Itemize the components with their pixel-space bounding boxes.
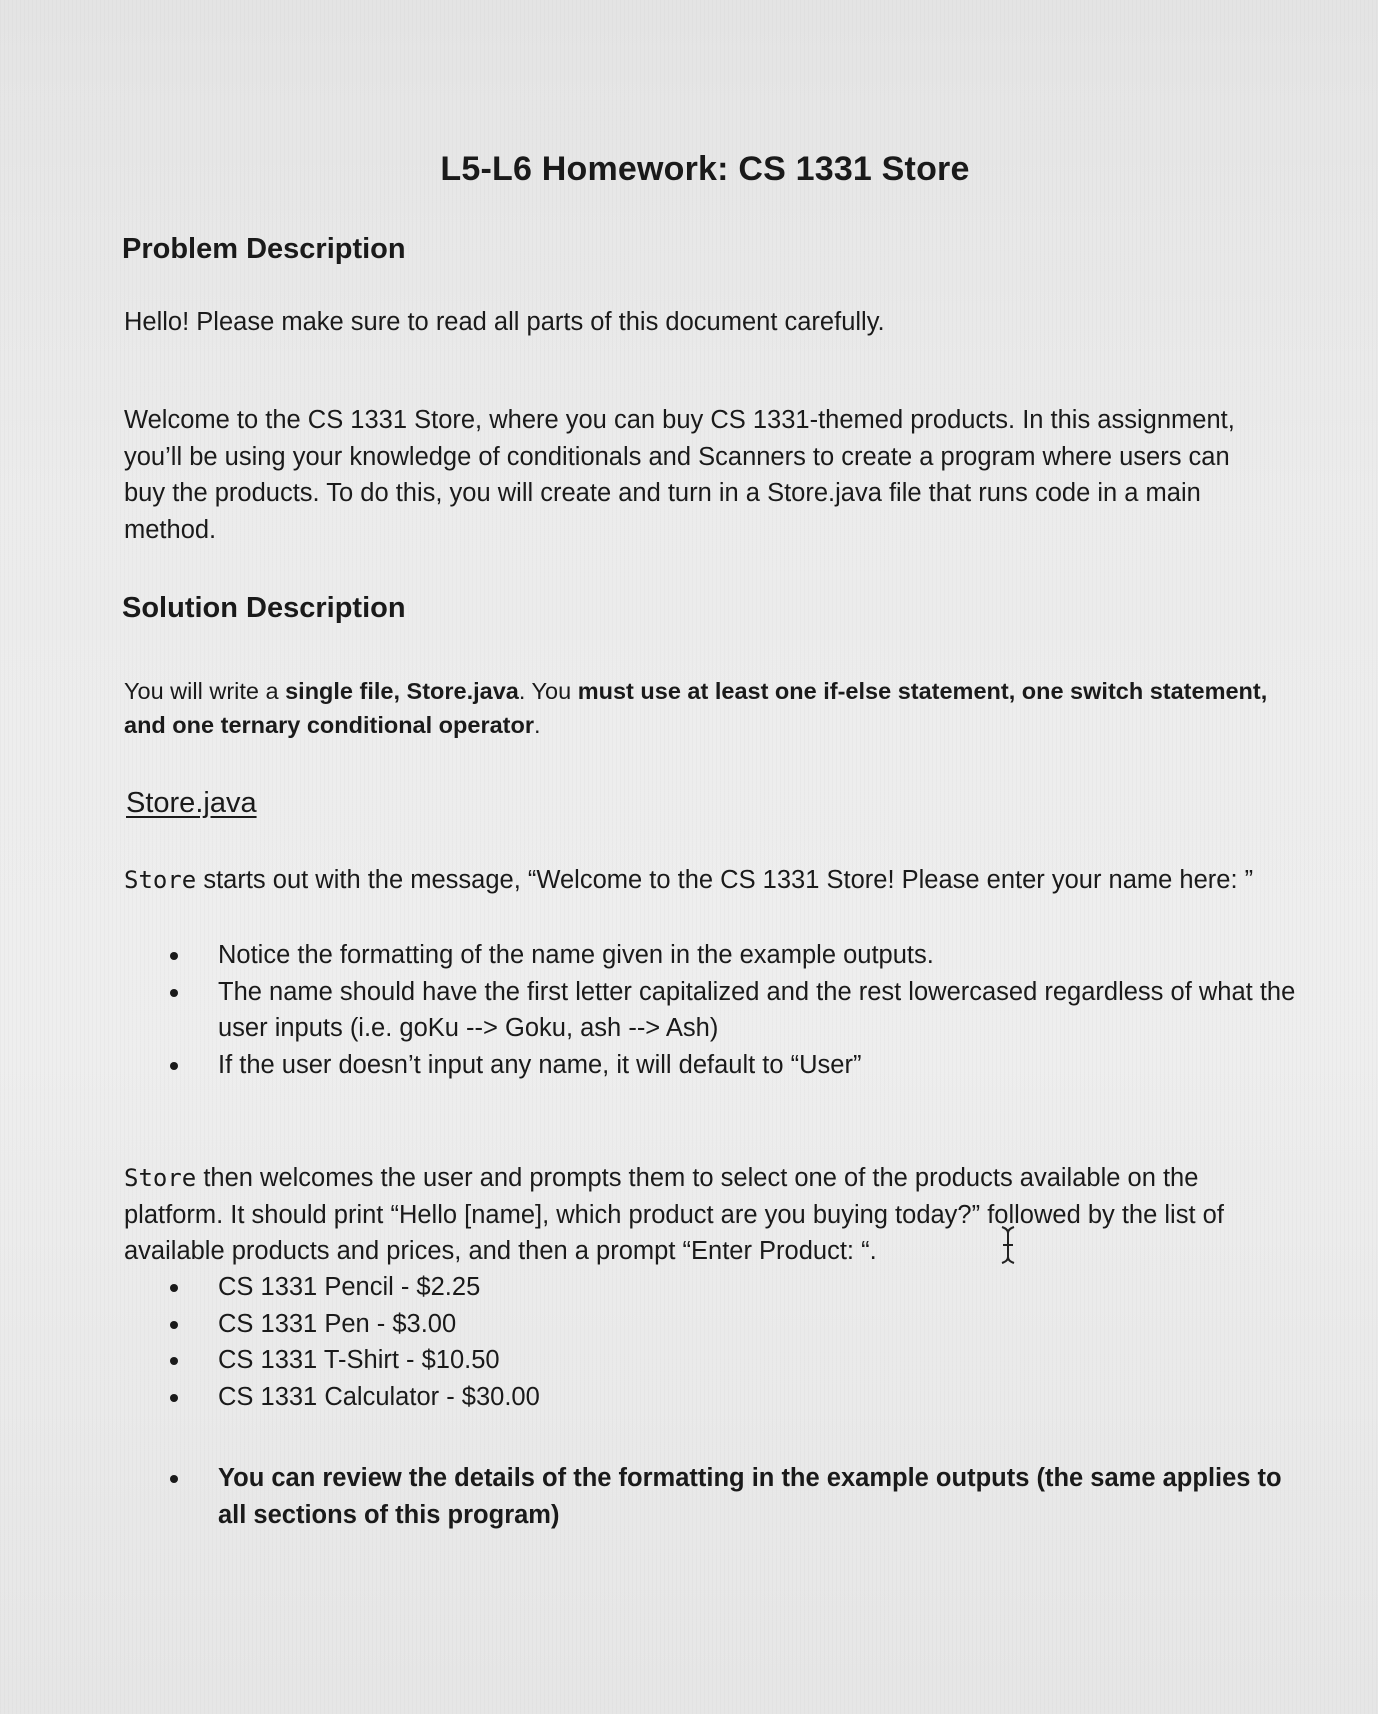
name-rules-list [0,937,1378,1083]
bullet-icon [170,989,178,997]
store-then-text: then welcomes the user and prompts them to select one of the products available on the platform. It should print “Hello [name], which product are you buying today?” followed by the list of available products and prices, and then a prompt “Enter Product: “. [124,1164,1224,1265]
solution-bold-1: single file, Store.java [285,678,519,704]
product-text: CS 1331 Pen - $3.00 [218,1309,457,1338]
bullet-icon [170,1321,178,1329]
list-item-text: Notice the formatting of the name given in the example outputs. [218,941,934,969]
product-text: CS 1331 T-Shirt - $10.50 [218,1346,500,1374]
list-item [0,1460,1378,1533]
store-then-paragraph [124,1160,1274,1270]
store-intro-text: starts out with the message, “Welcome to the CS 1331 Store! Please enter your name here: ” [196,866,1254,894]
solution-text-3: . [534,712,541,738]
store-intro-paragraph [124,862,1274,899]
bullet-icon [170,1357,178,1365]
final-note-text: You can review the details of the formatting in the example outputs (the same applies to all sections of this program) [218,1464,1282,1529]
welcome-paragraph: Welcome to the CS 1331 Store, where you can buy CS 1331-themed products. In this assignment, you’ll be using your knowledge of conditionals and Scanners to create a program where users can buy the products. To do this, you will create and turn in a Store.java file that runs code in a main method. [124,406,1235,544]
final-note-list [0,1460,1378,1533]
solution-description-heading: Solution Description [122,592,406,624]
product-text: CS 1331 Calculator - $30.00 [218,1382,540,1411]
list-item [0,1379,1378,1416]
list-item [0,1342,1378,1379]
bullet-icon [170,1475,178,1483]
list-item-text: The name should have the first letter capitalized and the rest lowercased regardless of what the user inputs (i.e. goKu --> Goku, ash --> Ash) [218,977,1296,1042]
intro-paragraph: Hello! Please make sure to read all parts of this document carefully. [124,308,885,336]
text-cursor-icon [998,1225,1018,1265]
bullet-icon [170,1062,178,1070]
solution-text-1: You will write a [124,678,286,704]
solution-bold-2: must use at least one if-else statement, one switch statement, and one ternary conditional operator [124,678,1268,738]
solution-text-2: . You [518,678,578,704]
list-item-text: If the user doesn’t input any name, it will default to “User” [218,1050,862,1079]
store-code-term: Store [124,866,197,894]
product-text: CS 1331 Pencil - $2.25 [218,1273,481,1301]
bullet-icon [170,1284,178,1292]
bullet-icon [170,952,178,960]
document-title: L5-L6 Homework: CS 1331 Store [440,150,970,188]
bullet-icon [170,1394,178,1402]
list-item [0,1269,1378,1306]
problem-description-heading: Problem Description [122,233,406,265]
list-item [0,974,1378,1047]
store-code-term: Store [124,1164,197,1192]
store-java-subheading: Store.java [126,787,257,819]
solution-paragraph [124,674,1274,742]
list-item [0,1306,1378,1343]
list-item [0,937,1378,974]
list-item [0,1047,1378,1084]
products-list [0,1269,1378,1415]
